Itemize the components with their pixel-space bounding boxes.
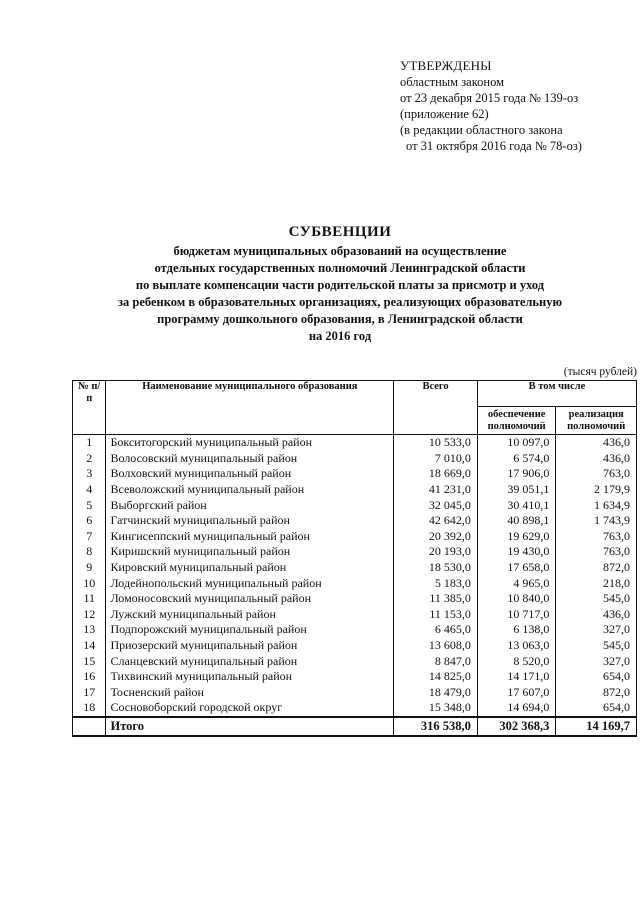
row-col-a: 6 574,0 bbox=[477, 451, 555, 467]
document-title bbox=[40, 222, 640, 345]
row-col-a: 17 607,0 bbox=[477, 685, 555, 701]
approval-line: (приложение 62) bbox=[400, 107, 489, 121]
row-total: 20 193,0 bbox=[394, 544, 478, 560]
table-row bbox=[73, 638, 637, 654]
row-name: Выборгский район bbox=[106, 497, 394, 513]
total-sum: 316 538,0 bbox=[394, 717, 478, 736]
row-total: 7 010,0 bbox=[394, 451, 478, 467]
row-col-a: 17 906,0 bbox=[477, 466, 555, 482]
total-row bbox=[73, 717, 637, 736]
header-col-b: реализация полномочий bbox=[556, 407, 637, 435]
total-num-cell bbox=[73, 717, 106, 736]
row-col-b: 872,0 bbox=[556, 560, 637, 576]
row-name: Волховский муниципальный район bbox=[106, 466, 394, 482]
row-total: 18 479,0 bbox=[394, 685, 478, 701]
row-num: 7 bbox=[73, 529, 106, 545]
row-col-b: 763,0 bbox=[556, 544, 637, 560]
subventions-table bbox=[72, 380, 637, 737]
row-col-a: 17 658,0 bbox=[477, 560, 555, 576]
row-total: 32 045,0 bbox=[394, 497, 478, 513]
total-col-b: 14 169,7 bbox=[556, 717, 637, 736]
row-col-a: 30 410,1 bbox=[477, 497, 555, 513]
row-col-b: 1 743,9 bbox=[556, 513, 637, 529]
row-col-a: 19 629,0 bbox=[477, 529, 555, 545]
row-total: 14 825,0 bbox=[394, 669, 478, 685]
units-label: (тысяч рублей) bbox=[563, 366, 637, 378]
approval-line: (в редакции областного закона bbox=[400, 123, 563, 137]
row-name: Сланцевский муниципальный район bbox=[106, 653, 394, 669]
row-col-a: 39 051,1 bbox=[477, 482, 555, 498]
title-main: СУБВЕНЦИИ bbox=[288, 224, 392, 240]
approval-heading: УТВЕРЖДЕНЫ bbox=[400, 58, 492, 73]
header-including: В том числе bbox=[477, 381, 636, 407]
row-num: 13 bbox=[73, 622, 106, 638]
total-col-a: 302 368,3 bbox=[477, 717, 555, 736]
row-total: 5 183,0 bbox=[394, 575, 478, 591]
row-total: 20 392,0 bbox=[394, 529, 478, 545]
row-col-a: 10 097,0 bbox=[477, 435, 555, 451]
row-total: 18 669,0 bbox=[394, 466, 478, 482]
row-col-a: 14 694,0 bbox=[477, 700, 555, 717]
row-name: Лодейнопольский муниципальный район bbox=[106, 575, 394, 591]
row-total: 11 153,0 bbox=[394, 607, 478, 623]
row-num: 6 bbox=[73, 513, 106, 529]
row-col-b: 436,0 bbox=[556, 435, 637, 451]
table-row bbox=[73, 575, 637, 591]
row-col-a: 40 898,1 bbox=[477, 513, 555, 529]
table-row bbox=[73, 685, 637, 701]
row-col-b: 218,0 bbox=[556, 575, 637, 591]
approval-line: областным законом bbox=[400, 75, 505, 89]
row-num: 2 bbox=[73, 451, 106, 467]
table-row bbox=[73, 482, 637, 498]
approval-line: от 23 декабря 2015 года № 139-оз bbox=[400, 91, 579, 105]
row-col-b: 763,0 bbox=[556, 466, 637, 482]
title-line: на 2016 год bbox=[308, 329, 372, 343]
row-name: Гатчинский муниципальный район bbox=[106, 513, 394, 529]
row-col-a: 6 138,0 bbox=[477, 622, 555, 638]
row-name: Кингисеппский муниципальный район bbox=[106, 529, 394, 545]
row-num: 5 bbox=[73, 497, 106, 513]
row-col-b: 436,0 bbox=[556, 451, 637, 467]
row-col-b: 654,0 bbox=[556, 700, 637, 717]
row-name: Волосовский муниципальный район bbox=[106, 451, 394, 467]
row-col-a: 4 965,0 bbox=[477, 575, 555, 591]
header-name: Наименование муниципального образования bbox=[106, 381, 394, 435]
row-total: 15 348,0 bbox=[394, 700, 478, 717]
row-col-a: 19 430,0 bbox=[477, 544, 555, 560]
row-total: 41 231,0 bbox=[394, 482, 478, 498]
row-col-b: 545,0 bbox=[556, 591, 637, 607]
row-num: 9 bbox=[73, 560, 106, 576]
table-row bbox=[73, 435, 637, 451]
row-total: 6 465,0 bbox=[394, 622, 478, 638]
row-total: 18 530,0 bbox=[394, 560, 478, 576]
row-name: Подпорожский муниципальный район bbox=[106, 622, 394, 638]
row-num: 4 bbox=[73, 482, 106, 498]
table-row bbox=[73, 466, 637, 482]
row-num: 3 bbox=[73, 466, 106, 482]
row-col-b: 327,0 bbox=[556, 622, 637, 638]
table-row bbox=[73, 669, 637, 685]
row-col-b: 763,0 bbox=[556, 529, 637, 545]
row-num: 11 bbox=[73, 591, 106, 607]
title-line: программу дошкольного образования, в Ленинградской области bbox=[157, 312, 523, 326]
row-name: Всеволожский муниципальный район bbox=[106, 482, 394, 498]
row-col-b: 872,0 bbox=[556, 685, 637, 701]
header-total: Всего bbox=[394, 381, 478, 435]
table-row bbox=[73, 529, 637, 545]
row-num: 17 bbox=[73, 685, 106, 701]
row-col-a: 8 520,0 bbox=[477, 653, 555, 669]
row-total: 42 642,0 bbox=[394, 513, 478, 529]
row-col-b: 327,0 bbox=[556, 653, 637, 669]
table-row bbox=[73, 451, 637, 467]
row-col-a: 10 840,0 bbox=[477, 591, 555, 607]
row-total: 10 533,0 bbox=[394, 435, 478, 451]
approval-stamp bbox=[400, 58, 582, 154]
row-num: 12 bbox=[73, 607, 106, 623]
row-num: 18 bbox=[73, 700, 106, 717]
row-col-b: 545,0 bbox=[556, 638, 637, 654]
table-row bbox=[73, 513, 637, 529]
row-name: Кировский муниципальный район bbox=[106, 560, 394, 576]
row-col-b: 654,0 bbox=[556, 669, 637, 685]
table-row bbox=[73, 700, 637, 717]
table-row bbox=[73, 591, 637, 607]
approval-line: от 31 октября 2016 года № 78-оз) bbox=[406, 139, 582, 153]
total-label: Итого bbox=[106, 717, 394, 736]
row-total: 11 385,0 bbox=[394, 591, 478, 607]
table-row bbox=[73, 544, 637, 560]
row-name: Ломоносовский муниципальный район bbox=[106, 591, 394, 607]
table-row bbox=[73, 653, 637, 669]
table-row bbox=[73, 622, 637, 638]
row-name: Лужский муниципальный район bbox=[106, 607, 394, 623]
row-col-a: 13 063,0 bbox=[477, 638, 555, 654]
row-name: Приозерский муниципальный район bbox=[106, 638, 394, 654]
table-row bbox=[73, 497, 637, 513]
row-num: 14 bbox=[73, 638, 106, 654]
row-total: 8 847,0 bbox=[394, 653, 478, 669]
row-col-b: 1 634,9 bbox=[556, 497, 637, 513]
title-line: бюджетам муниципальных образований на осуществление bbox=[173, 244, 507, 258]
header-col-a: обеспечение полномочий bbox=[477, 407, 555, 435]
row-name: Киришский муниципальный район bbox=[106, 544, 394, 560]
title-line: за ребенком в образовательных организациях, реализующих образовательную bbox=[117, 295, 563, 309]
row-total: 13 608,0 bbox=[394, 638, 478, 654]
row-col-a: 14 171,0 bbox=[477, 669, 555, 685]
row-col-b: 2 179,9 bbox=[556, 482, 637, 498]
row-col-a: 10 717,0 bbox=[477, 607, 555, 623]
header-num: № п/п bbox=[73, 381, 106, 435]
row-name: Тихвинский муниципальный район bbox=[106, 669, 394, 685]
row-name: Сосновоборский городской округ bbox=[106, 700, 394, 717]
row-num: 15 bbox=[73, 653, 106, 669]
row-num: 8 bbox=[73, 544, 106, 560]
row-num: 10 bbox=[73, 575, 106, 591]
title-line: отдельных государственных полномочий Ленинградской области bbox=[154, 261, 526, 275]
row-num: 16 bbox=[73, 669, 106, 685]
table-row bbox=[73, 607, 637, 623]
table-row bbox=[73, 560, 637, 576]
row-num: 1 bbox=[73, 435, 106, 451]
row-name: Бокситогорский муниципальный район bbox=[106, 435, 394, 451]
row-col-b: 436,0 bbox=[556, 607, 637, 623]
title-line: по выплате компенсации части родительской платы за присмотр и уход bbox=[135, 278, 545, 292]
row-name: Тосненский район bbox=[106, 685, 394, 701]
